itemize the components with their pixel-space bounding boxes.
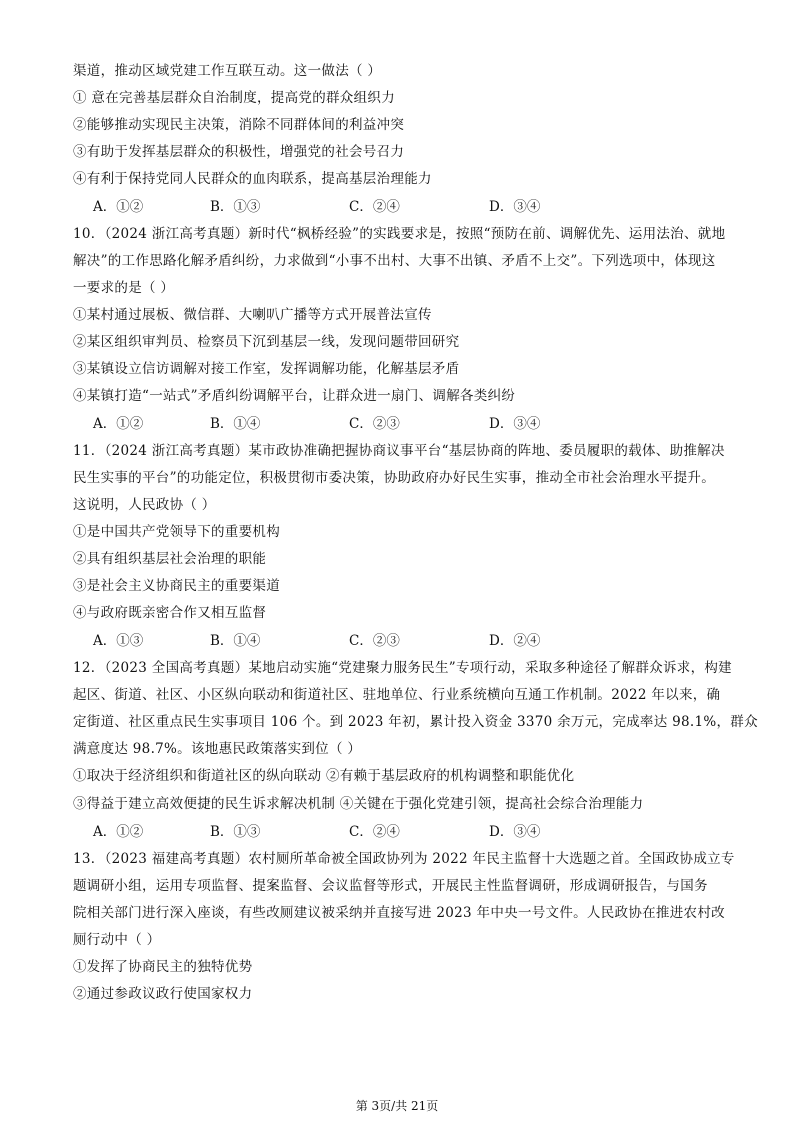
q13-stem-line-4: 厕行动中（ ） [73, 932, 161, 948]
q12-stem-line-1: 12．（2023 全国高考真题）某地启动实施“党建聚力服务民生”专项行动，采取多种途径了解群众诉求，构建 [73, 660, 732, 676]
q9-option-a[interactable]: A．①② [93, 199, 144, 215]
q9-statement-1: ① 意在完善基层群众自治制度，提高党的群众组织力 [73, 90, 395, 106]
q13-stem-line-1: 13．（2023 福建高考真题）农村厕所革命被全国政协列为 2022 年民主监督十大选题之首。全国政协成立专 [73, 851, 735, 867]
q11-option-a[interactable]: A．①③ [93, 633, 144, 649]
q10-stem-line-2: 解决”的工作思路化解矛盾纠纷，力求做到“小事不出村、大事不出镇、矛盾不上交”。下列选项中，体现这 [73, 253, 716, 269]
q9-statement-3: ③有助于发挥基层群众的积极性，增强党的社会号召力 [73, 144, 405, 160]
q9-statement-4: ④有利于保持党同人民群众的血肉联系，提高基层治理能力 [73, 171, 432, 187]
q11-statement-1: ①是中国共产党领导下的重要机构 [73, 524, 280, 540]
q13-statement-1: ①发挥了协商民主的独特优势 [73, 959, 253, 975]
q12-stem-line-3: 定街道、社区重点民生实事项目 106 个。到 2023 年初，累计投入资金 3370 余万元，完成率达 98.1%，群众 [73, 714, 758, 730]
q11-stem-line-3: 这说明，人民政协（ ） [73, 497, 216, 513]
q10-statement-4: ④某镇打造“一站式”矛盾纠纷调解平台，让群众进一扇门、调解各类纠纷 [73, 388, 516, 404]
q10-statement-1: ①某村通过展板、微信群、大喇叭广播等方式开展普法宣传 [73, 307, 432, 323]
q12-option-a[interactable]: A．①② [93, 824, 144, 840]
q12-statements-row-1: ①取决于经济组织和街道社区的纵向联动 ②有赖于基层政府的机构调整和职能优化 [73, 768, 575, 784]
q9-option-d[interactable]: D．③④ [489, 199, 541, 215]
q12-stem-line-2: 起区、街道、社区、小区纵向联动和街道社区、驻地单位、行业系统横向互通工作机制。2022 年以来，确 [73, 687, 721, 703]
q9-option-b[interactable]: B．①③ [210, 199, 261, 215]
q11-stem-line-1: 11．（2024 浙江高考真题）某市政协准确把握协商议事平台“基层协商的阵地、委员履职的载体、助推解决 [73, 443, 725, 459]
q13-stem-line-2: 题调研小组，运用专项监督、提案监督、会议监督等形式，开展民主性监督调研，形成调研报告，与国务 [73, 878, 708, 894]
q12-stem-line-4: 满意度达 98.7%。该地惠民政策落实到位（ ） [73, 741, 362, 757]
q11-option-c[interactable]: C．②③ [349, 633, 400, 649]
q10-option-a[interactable]: A．①② [93, 416, 144, 432]
q9-options [93, 198, 593, 216]
q11-option-b[interactable]: B．①④ [210, 633, 261, 649]
q11-stem-line-2: 民生实事的平台”的功能定位，积极贯彻市委决策，协助政府办好民生实事，推动全市社会治理水平提升。 [73, 470, 715, 486]
q10-options [93, 415, 593, 433]
page-number-footer: 第 3页/共 21页 [355, 1099, 439, 1113]
q10-statement-2: ②某区组织审判员、检察员下沉到基层一线，发现问题带回研究 [73, 334, 460, 350]
q10-statement-3: ③某镇设立信访调解对接工作室，发挥调解功能，化解基层矛盾 [73, 361, 460, 377]
q11-option-d[interactable]: D．②④ [489, 633, 541, 649]
q9-option-c[interactable]: C．②④ [349, 199, 400, 215]
q12-options [93, 823, 593, 841]
q10-option-b[interactable]: B．①④ [210, 416, 261, 432]
q12-option-d[interactable]: D．③④ [489, 824, 541, 840]
q9-statement-2: ②能够推动实现民主决策，消除不同群体间的利益冲突 [73, 117, 405, 133]
q12-statements-row-2: ③得益于建立高效便捷的民生诉求解决机制 ④关键在于强化党建引领，提高社会综合治理能力 [73, 796, 644, 812]
q11-options [93, 632, 593, 650]
q12-option-b[interactable]: B．①③ [210, 824, 261, 840]
q13-statement-2: ②通过参政议政行使国家权力 [73, 986, 253, 1002]
q9-stem-tail: 渠道，推动区域党建工作互联互动。这一做法（ ） [73, 63, 382, 79]
q12-option-c[interactable]: C．②④ [349, 824, 400, 840]
q10-option-d[interactable]: D．③④ [489, 416, 541, 432]
q10-option-c[interactable]: C．②③ [349, 416, 400, 432]
q10-stem-line-3: 一要求的是（ ） [73, 280, 175, 296]
q11-statement-3: ③是社会主义协商民主的重要渠道 [73, 578, 280, 594]
q11-statement-4: ④与政府既亲密合作又相互监督 [73, 605, 267, 621]
q13-stem-line-3: 院相关部门进行深入座谈，有些改厕建议被采纳并直接写进 2023 年中央一号文件。人民政协在推进农村改 [73, 905, 725, 921]
q10-stem-line-1: 10．（2024 浙江高考真题）新时代“枫桥经验”的实践要求是，按照“预防在前、调解优先、运用法治、就地 [73, 226, 726, 242]
q11-statement-2: ②具有组织基层社会治理的职能 [73, 551, 267, 567]
